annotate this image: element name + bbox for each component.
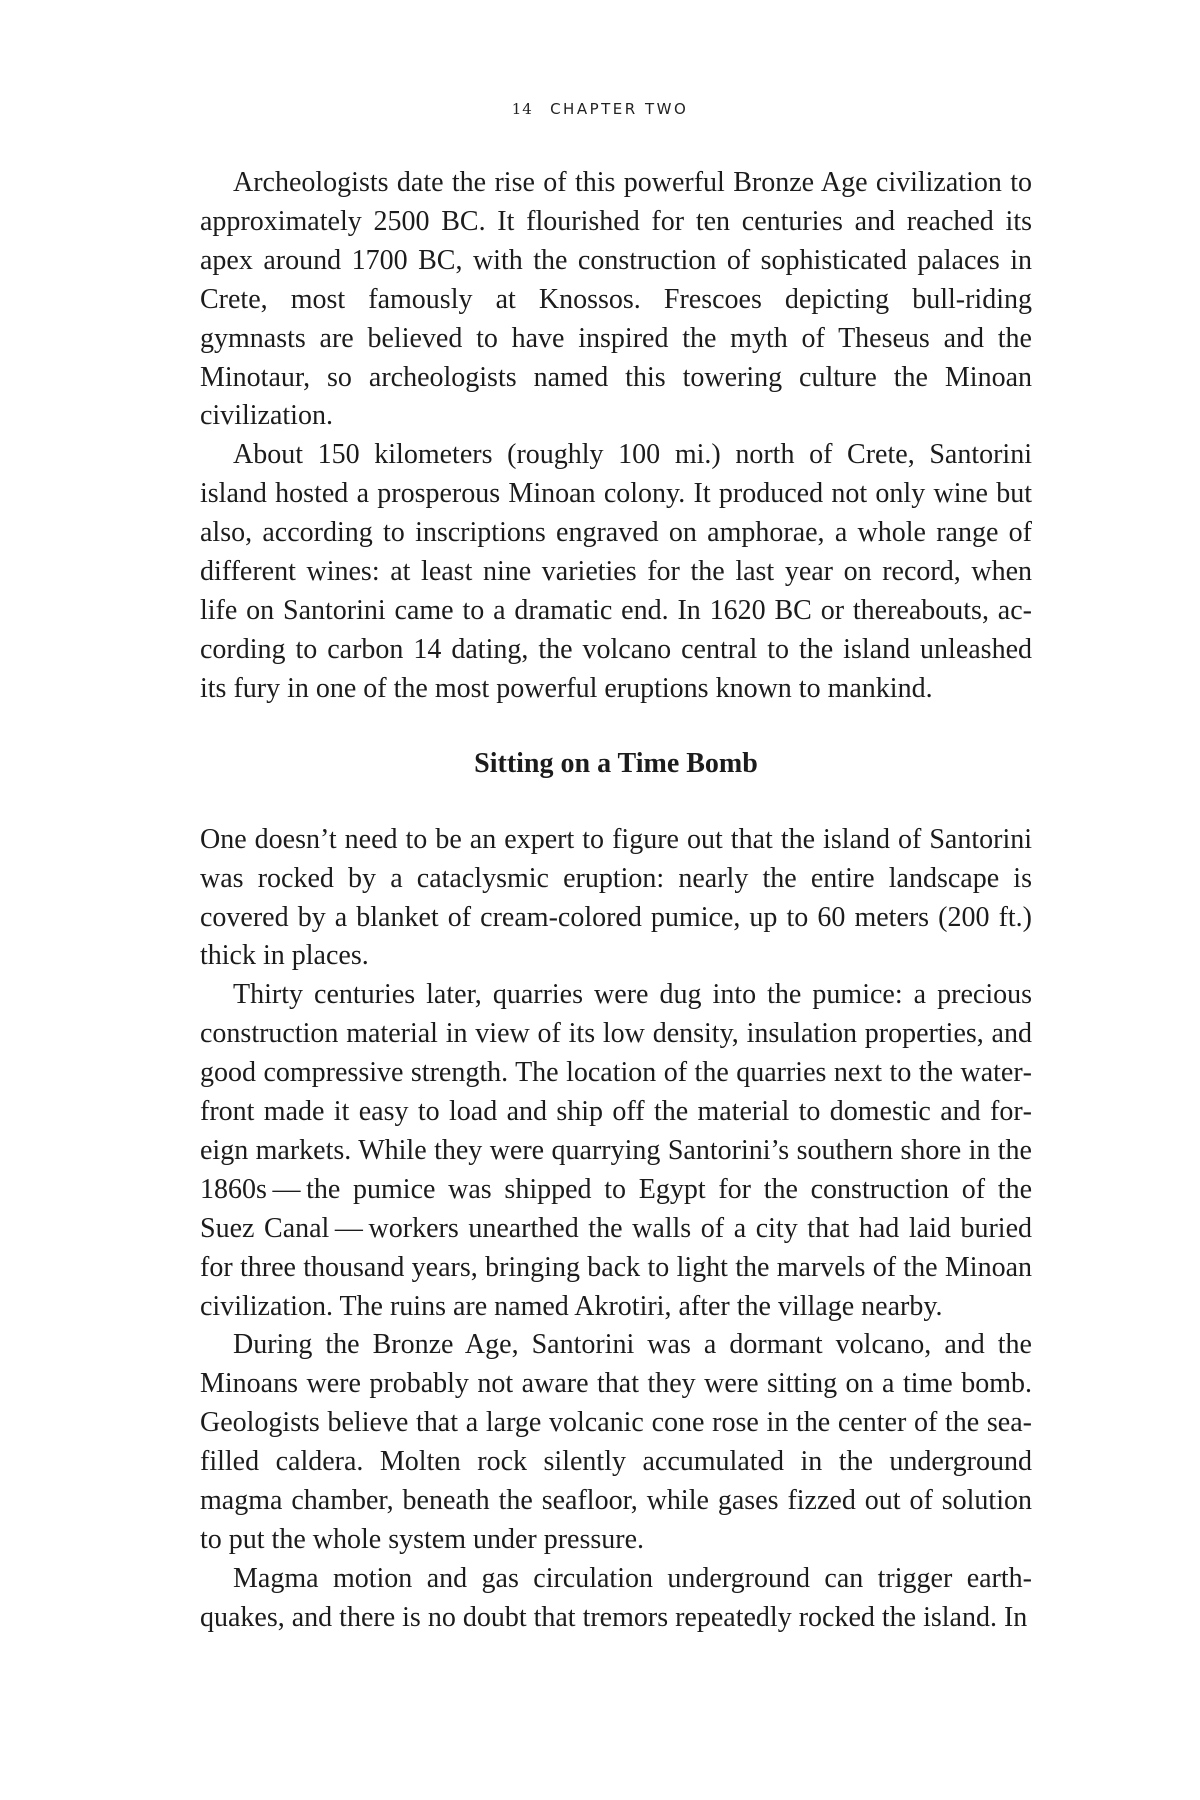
paragraph: During the Bronze Age, Santorini was a dormant volcano, and the Minoans were probably not aware that they were sitting on a time bomb. Geologists believe that a large volcanic cone rose in the center of the sea-filled caldera. Molten rock silently accumulated in the underground magma chamber, beneath the seafloor, while gases fizzed out of solution to put the whole system under pressure. xyxy=(200,1329,1032,1555)
paragraph: Archeologists date the rise of this powerful Bronze Age civilization to approximately 2500 BC. It flourished for ten centuries and reached its apex around 1700 BC, with the construction of sophisticated palaces in Crete, most famously at Knossos. Frescoes depicting bull-riding gymnasts are believed to have inspired the myth of Theseus and the Minotaur, so archeologists named this towering culture the Minoan civilization. xyxy=(200,167,1032,432)
page-number: 14 xyxy=(511,100,533,118)
body-text xyxy=(200,164,1032,1638)
running-head xyxy=(0,100,1200,118)
chapter-label: CHAPTER TWO xyxy=(550,100,689,118)
paragraph: Thirty centuries later, quarries were dug into the pumice: a precious construction material in view of its low density, insulation properties, and good compressive strength. The location of the quarries next to the waterfront made it easy to load and ship off the material to domestic and foreign markets. While they were quarrying Santorini’s southern shore in the 1860s — the pumice was shipped to Egypt for the construction of the Suez Canal — workers unearthed the walls of a city that had laid buried for three thousand years, bringing back to light the marvels of the Minoan civilization. The ruins are named Akrotiri, after the village nearby. xyxy=(200,979,1032,1322)
paragraph: One doesn’t need to be an expert to figure out that the island of Santorini was rocked by a cataclysmic eruption: nearly the entire landscape is covered by a blanket of cream-colored pumice, up to 60 meters (200 ft.) thick in places. xyxy=(200,823,1032,972)
paragraph: About 150 kilometers (roughly 100 mi.) north of Crete, Santorini island hosted a prosperous Minoan colony. It produced not only wine but also, according to inscriptions engraved on amphorae, a whole range of different wines: at least nine varieties for the last year on record, when life on Santorini came to a dramatic end. In 1620 BC or thereabouts, according to carbon 14 dating, the volcano central to the island unleashed its fury in one of the most powerful eruptions known to mankind. xyxy=(200,439,1032,704)
paragraph: Magma motion and gas circulation underground can trigger earthquakes, and there is no doubt that tremors repeatedly rocked the island. In xyxy=(200,1562,1032,1633)
section-heading: Sitting on a Time Bomb xyxy=(474,747,758,779)
